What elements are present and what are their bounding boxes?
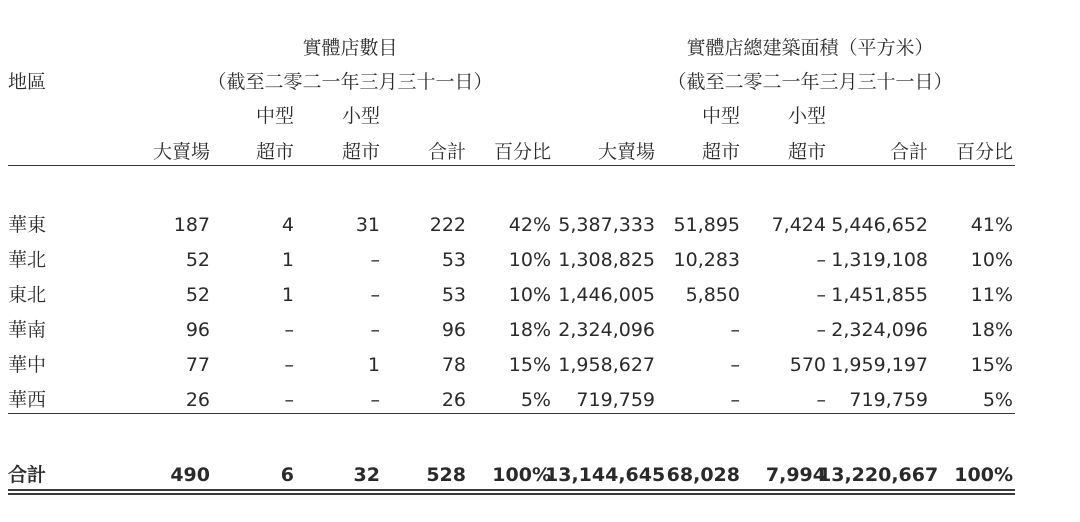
table-cell: 18% [508, 319, 551, 341]
table-cell: – [816, 319, 826, 341]
table-cell: – [816, 284, 826, 306]
row-region-label: 華東 [8, 214, 47, 236]
table-cell: 10,283 [673, 249, 740, 271]
table-cell: 1,446,005 [558, 284, 655, 306]
table-cell: 5% [982, 389, 1013, 411]
column-header-top: 中型 [701, 105, 740, 127]
table-cell: 5% [520, 389, 551, 411]
header-divider [8, 165, 1015, 166]
column-header: 大賣場 [597, 141, 655, 163]
table-cell: 187 [173, 214, 210, 236]
table-cell: 52 [185, 284, 210, 306]
table-cell: 15% [970, 354, 1013, 376]
group1-title: 實體店數目 [302, 37, 398, 59]
table-cell: – [816, 389, 826, 411]
total-cell: 32 [353, 464, 380, 486]
column-header: 合計 [427, 141, 466, 163]
table-cell: 1,308,825 [558, 249, 655, 271]
column-header-top: 小型 [787, 105, 826, 127]
table-cell: 10% [970, 249, 1013, 271]
table-cell: 11% [970, 284, 1013, 306]
table-cell: 77 [185, 354, 210, 376]
total-cell: 100% [954, 464, 1013, 486]
column-header: 百分比 [493, 141, 551, 163]
total-cell: 13,220,667 [818, 464, 939, 486]
table-cell: 15% [508, 354, 551, 376]
column-header: 合計 [889, 141, 928, 163]
column-header: 百分比 [955, 141, 1013, 163]
column-header-top: 中型 [255, 105, 294, 127]
table-cell: 5,387,333 [558, 214, 655, 236]
column-header: 超市 [787, 141, 826, 163]
group2-subtitle: （截至二零二一年三月三十一日） [667, 71, 953, 93]
total-cell: 13,144,645 [545, 464, 666, 486]
table-cell: 31 [355, 214, 380, 236]
body-divider [8, 413, 1015, 414]
table-cell: – [284, 319, 294, 341]
table-cell: 51,895 [673, 214, 740, 236]
column-header: 超市 [255, 141, 294, 163]
table-cell: 10% [508, 249, 551, 271]
table-cell: – [370, 284, 380, 306]
table-cell: – [284, 389, 294, 411]
row-region-label: 華南 [8, 319, 47, 341]
total-cell: 7,994 [765, 464, 826, 486]
group2-title: 實體店總建築面積（平方米） [686, 37, 934, 59]
table-cell: 53 [441, 284, 466, 306]
total-cell: 68,028 [666, 464, 740, 486]
table-cell: 1,451,855 [831, 284, 928, 306]
table-cell: 10% [508, 284, 551, 306]
group1-subtitle: （截至二零二一年三月三十一日） [207, 71, 493, 93]
table-cell: 78 [441, 354, 466, 376]
table-cell: – [816, 249, 826, 271]
table-cell: 1,958,627 [558, 354, 655, 376]
total-label: 合計 [8, 464, 47, 486]
table-cell: 5,850 [685, 284, 740, 306]
table-cell: 719,759 [849, 389, 928, 411]
table-cell: 96 [185, 319, 210, 341]
table-cell: – [284, 354, 294, 376]
region-header: 地區 [8, 71, 47, 93]
column-header: 超市 [341, 141, 380, 163]
table-cell: 96 [441, 319, 466, 341]
row-region-label: 華北 [8, 249, 47, 271]
table-cell: – [370, 249, 380, 271]
table-cell: – [730, 354, 740, 376]
total-cell: 100% [492, 464, 551, 486]
total-divider-top [8, 489, 1015, 491]
table-cell: 1,959,197 [831, 354, 928, 376]
table-cell: 1 [281, 249, 294, 271]
table-cell: – [730, 389, 740, 411]
table-cell: 2,324,096 [831, 319, 928, 341]
table-cell: 4 [281, 214, 294, 236]
table-cell: – [370, 389, 380, 411]
table-cell: 719,759 [576, 389, 655, 411]
column-header: 大賣場 [152, 141, 210, 163]
row-region-label: 東北 [8, 284, 47, 306]
table-cell: 53 [441, 249, 466, 271]
table-cell: 570 [789, 354, 826, 376]
table-cell: 2,324,096 [558, 319, 655, 341]
table-cell: 52 [185, 249, 210, 271]
table-cell: 5,446,652 [831, 214, 928, 236]
table-cell: – [370, 319, 380, 341]
column-header-top: 小型 [341, 105, 380, 127]
table-cell: 1 [367, 354, 380, 376]
total-cell: 528 [426, 464, 466, 486]
table-cell: – [730, 319, 740, 341]
total-cell: 490 [170, 464, 210, 486]
table-cell: 26 [185, 389, 210, 411]
table-cell: 42% [508, 214, 551, 236]
total-divider-bottom [8, 493, 1015, 495]
total-cell: 6 [280, 464, 294, 486]
table-cell: 222 [429, 214, 466, 236]
row-region-label: 華西 [8, 389, 47, 411]
table-cell: 18% [970, 319, 1013, 341]
table-cell: 1 [281, 284, 294, 306]
column-header: 超市 [701, 141, 740, 163]
table-cell: 41% [970, 214, 1013, 236]
table-cell: 1,319,108 [831, 249, 928, 271]
row-region-label: 華中 [8, 354, 47, 376]
table-cell: 7,424 [771, 214, 826, 236]
table-cell: 26 [441, 389, 466, 411]
